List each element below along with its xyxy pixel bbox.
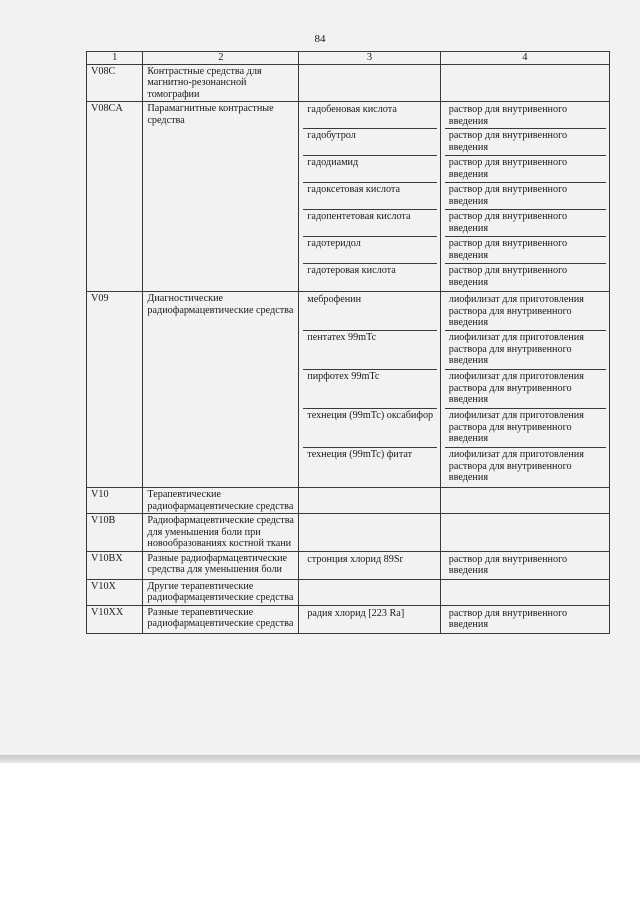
table-row: [87, 579, 610, 605]
group-name-cell: Парамагнитные контрастные средства: [143, 102, 299, 292]
atc-code-cell: V10B: [87, 514, 143, 552]
dosage-form: раствор для внутривенного введения: [448, 104, 568, 127]
dosage-form: лиофилизат для приготовления раствора для внутривенного введения: [445, 408, 606, 447]
dosage-form-cell: [440, 64, 609, 102]
dosage-form-cell: [440, 292, 609, 488]
drug-name: гадобутрол: [303, 128, 437, 155]
drug-name: гадодиамид: [303, 155, 437, 182]
group-name-cell: Контрастные средства для магнитно-резонансной томографии: [143, 64, 299, 102]
drug-name-cell: [299, 64, 441, 102]
header-row: [87, 52, 610, 65]
atc-code-cell: V09: [87, 292, 143, 488]
table-row: [87, 551, 610, 579]
group-name-cell: Радиофармацевтические средства для уменьшения боли при новообразованиях костной ткани: [143, 514, 299, 552]
drug-name: пирфотех 99mTc: [303, 369, 437, 408]
table-row: [87, 605, 610, 633]
dosage-form-cell: [440, 514, 609, 552]
drug-name-cell: [299, 605, 441, 633]
drug-name: гадотеровая кислота: [303, 263, 437, 290]
dosage-form: раствор для внутривенного введения: [448, 607, 568, 630]
group-name-cell: Терапевтические радиофармацевтические средства: [143, 488, 299, 514]
atc-code-cell: V10BX: [87, 551, 143, 579]
drug-table: [86, 51, 610, 634]
dosage-form: лиофилизат для приготовления раствора для внутривенного введения: [445, 330, 606, 369]
drug-name: радия хлорид [223 Ra]: [307, 607, 405, 619]
header-cell: 4: [440, 52, 609, 65]
page-number: 84: [314, 33, 326, 45]
group-name-cell: Другие терапевтические радиофармацевтические средства: [143, 579, 299, 605]
table-row: [87, 514, 610, 552]
table-row: [87, 64, 610, 102]
dosage-form: раствор для внутривенного введения: [445, 128, 606, 155]
drug-name: меброфенин: [307, 294, 362, 305]
dosage-form: раствор для внутривенного введения: [445, 209, 606, 236]
dosage-form-cell: [440, 102, 609, 292]
header-cell: 3: [299, 52, 441, 65]
drug-name: технеция (99mTc) фитат: [303, 447, 437, 486]
atc-code-cell: V08CA: [87, 102, 143, 292]
group-name-cell: Разные терапевтические радиофармацевтические средства: [143, 605, 299, 633]
dosage-form-cell: [440, 551, 609, 579]
atc-code-cell: V10: [87, 488, 143, 514]
atc-code-cell: V10XX: [87, 605, 143, 633]
dosage-form-cell: [440, 605, 609, 633]
drug-name-cell: [299, 102, 441, 292]
header-cell: 2: [143, 52, 299, 65]
table-row: [87, 292, 610, 488]
drug-name: гадотеридол: [303, 236, 437, 263]
drug-name: гадопентетовая кислота: [303, 209, 437, 236]
dosage-form: раствор для внутривенного введения: [445, 263, 606, 290]
dosage-form: раствор для внутривенного введения: [445, 236, 606, 263]
drug-name-cell: [299, 551, 441, 579]
group-name-cell: Диагностические радиофармацевтические средства: [143, 292, 299, 488]
drug-name: пентатех 99mTc: [303, 330, 437, 369]
dosage-form: лиофилизат для приготовления раствора для внутривенного введения: [445, 369, 606, 408]
dosage-form-cell: [440, 488, 609, 514]
dosage-form: лиофилизат для приготовления раствора для внутривенного введения: [448, 294, 584, 328]
atc-code-cell: V10X: [87, 579, 143, 605]
dosage-form-cell: [440, 579, 609, 605]
drug-name: стронция хлорид 89Sr: [307, 553, 403, 565]
drug-name: гадобеновая кислота: [307, 104, 397, 115]
table-row: [87, 102, 610, 292]
drug-name-cell: [299, 579, 441, 605]
header-cell: 1: [87, 52, 143, 65]
dosage-form: лиофилизат для приготовления раствора для внутривенного введения: [445, 447, 606, 486]
drug-name: технеция (99mTc) оксабифор: [303, 408, 437, 447]
dosage-form: раствор для внутривенного введения: [445, 182, 606, 209]
atc-code-cell: V08C: [87, 64, 143, 102]
drug-name-cell: [299, 292, 441, 488]
dosage-form: раствор для внутривенного введения: [448, 553, 568, 576]
table-body: [87, 64, 610, 633]
dosage-form: раствор для внутривенного введения: [445, 155, 606, 182]
table-row: [87, 488, 610, 514]
group-name-cell: Разные радиофармацевтические средства для уменьшения боли: [143, 551, 299, 579]
drug-name-cell: [299, 514, 441, 552]
scan-edge: [0, 755, 640, 763]
drug-name: гадоксетовая кислота: [303, 182, 437, 209]
drug-name-cell: [299, 488, 441, 514]
